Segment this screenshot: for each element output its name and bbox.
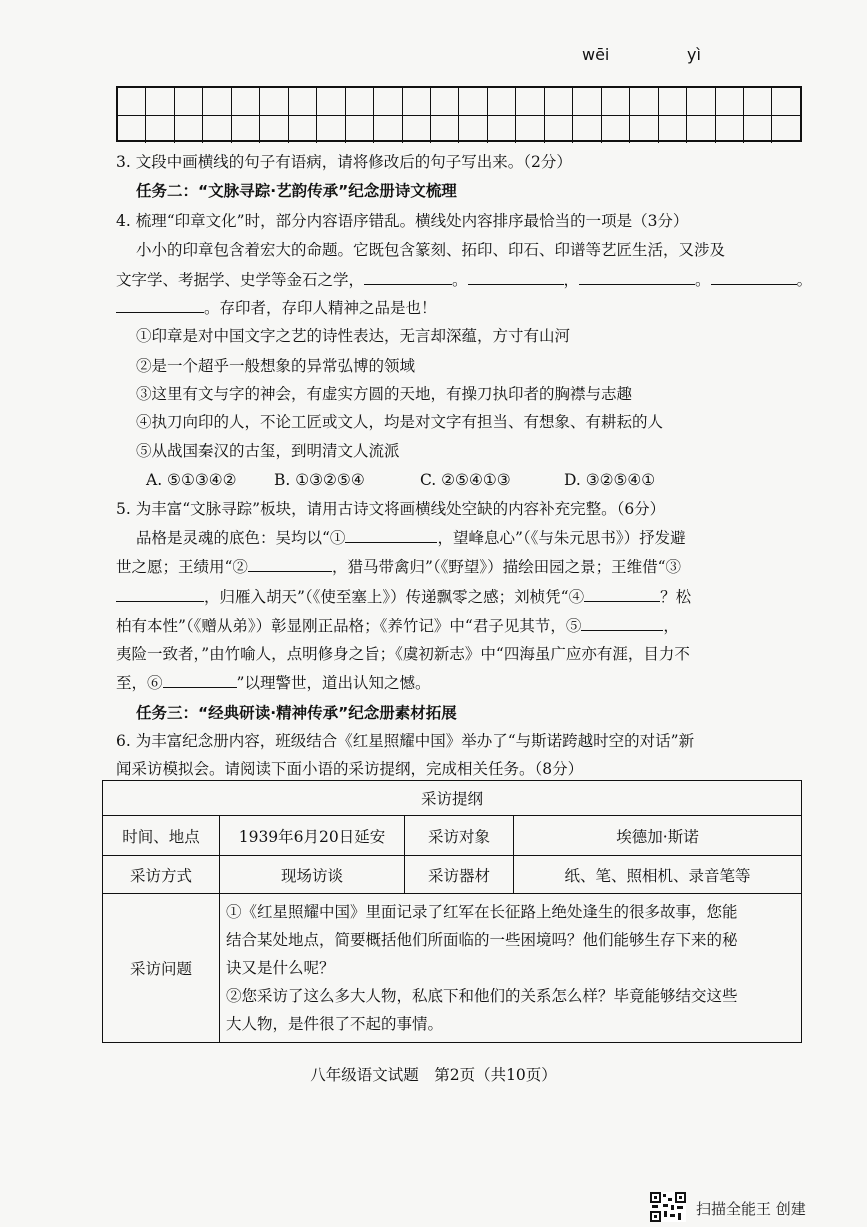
interview-question-2a: ②您采访了这么多大人物，私底下和他们的关系怎么样？毕竟能够结交这些 <box>226 987 738 1005</box>
grid-cell[interactable] <box>488 88 516 115</box>
question-5-line-1 <box>136 528 686 548</box>
question-5-line-4 <box>116 616 679 636</box>
grid-cell[interactable] <box>403 116 431 143</box>
grid-cell[interactable] <box>374 116 402 143</box>
grid-cell[interactable] <box>516 88 544 115</box>
task-3-heading: 任务三：“经典研读·精神传承”纪念册素材拓展 <box>136 704 457 722</box>
grid-cell[interactable] <box>260 88 288 115</box>
grid-cell[interactable] <box>573 88 601 115</box>
grid-cell[interactable] <box>346 88 374 115</box>
passage-text: ，猎马带禽归”（《野望》）描绘田园之景；王维借“③ <box>331 558 682 576</box>
question-5-line-3 <box>116 587 691 607</box>
grid-cell[interactable] <box>744 116 772 143</box>
choice-d[interactable]: D. ③②⑤④① <box>564 471 656 489</box>
answer-grid[interactable] <box>116 86 802 142</box>
time-value: 1939年6月20日延安 <box>220 816 405 856</box>
interview-outline-table <box>102 780 802 1043</box>
grid-cell[interactable] <box>573 116 601 143</box>
grid-cell[interactable] <box>516 116 544 143</box>
interview-question-1a: ①《红星照耀中国》里面记录了红军在长征路上绝处逢生的很多故事，您能 <box>226 903 738 921</box>
question-6-line-2: 闻采访模拟会。请阅读下面小语的采访提纲，完成相关任务。（8分） <box>116 760 584 778</box>
answer-blank-3[interactable] <box>116 587 204 602</box>
question-5-stem: 5. 为丰富“文脉寻踪”板块，请用古诗文将画横线处空缺的内容补充完整。（6分） <box>116 500 666 518</box>
grid-cell[interactable] <box>431 88 459 115</box>
question-label: 采访问题 <box>103 894 220 1043</box>
grid-cell[interactable] <box>716 116 744 143</box>
passage-text: 品格是灵魂的底色：吴均以“① <box>136 529 346 547</box>
question-4-passage-3 <box>116 298 437 318</box>
answer-blank[interactable] <box>579 270 695 285</box>
grid-cell[interactable] <box>260 116 288 143</box>
interview-questions <box>220 894 802 1043</box>
passage-text: 。存印者，存印人精神之品是也！ <box>204 299 437 317</box>
question-5-line-6 <box>116 673 430 693</box>
method-value: 现场访谈 <box>220 856 405 894</box>
answer-blank-2[interactable] <box>248 557 332 572</box>
target-value: 埃德加·斯诺 <box>514 816 802 856</box>
interview-question-1b: 结合某处地点，简要概括他们所面临的一些困境吗？他们能够生存下来的秘 <box>226 931 738 949</box>
punct: 。 <box>796 271 813 289</box>
grid-cell[interactable] <box>630 116 658 143</box>
punct: 。 <box>452 271 468 289</box>
answer-blank[interactable] <box>468 270 564 285</box>
passage-text: 世之愿；王绩用“② <box>116 558 248 576</box>
question-4-passage-2 <box>116 270 812 290</box>
grid-cell[interactable] <box>545 116 573 143</box>
grid-cell[interactable] <box>289 116 317 143</box>
grid-cell[interactable] <box>772 116 799 143</box>
interview-question-2b: 大人物，是件很了不起的事情。 <box>226 1015 444 1033</box>
answer-blank[interactable] <box>116 298 204 313</box>
question-3: 3. 文段中画横线的句子有语病，请将修改后的句子写出来。（2分） <box>116 153 572 171</box>
grid-cell[interactable] <box>459 88 487 115</box>
method-label: 采访方式 <box>103 856 220 894</box>
equip-label: 采访器材 <box>405 856 514 894</box>
option-item-2: ②是一个超乎一般想象的异常弘博的领域 <box>136 357 416 375</box>
question-5-line-2 <box>116 557 681 577</box>
passage-text: 柏有本性”（《赠从弟》）彰显刚正品格；《养竹记》中“君子见其节，⑤ <box>116 617 582 635</box>
grid-cell[interactable] <box>716 88 744 115</box>
grid-cell[interactable] <box>118 88 146 115</box>
passage-text: ？松 <box>660 588 692 606</box>
grid-cell[interactable] <box>289 88 317 115</box>
option-item-5: ⑤从战国秦汉的古玺，到明清文人流派 <box>136 442 400 460</box>
grid-cell[interactable] <box>118 116 146 143</box>
grid-cell[interactable] <box>659 116 687 143</box>
answer-blank[interactable] <box>711 270 797 285</box>
grid-cell[interactable] <box>545 88 573 115</box>
grid-cell[interactable] <box>232 88 260 115</box>
option-item-1: ①印章是对中国文字之艺的诗性表达，无言却深蕴，方寸有山河 <box>136 327 571 345</box>
grid-cell[interactable] <box>602 116 630 143</box>
punct: ， <box>563 271 580 289</box>
equip-value: 纸、笔、照相机、录音笔等 <box>514 856 802 894</box>
answer-blank-4[interactable] <box>584 587 660 602</box>
answer-blank-1[interactable] <box>345 528 437 543</box>
option-item-3: ③这里有文与字的神会，有虚实方圆的天地，有操刀执印者的胸襟与志趣 <box>136 385 633 403</box>
grid-cell[interactable] <box>232 116 260 143</box>
option-item-4: ④执刀向印的人，不论工匠或文人，均是对文字有担当、有想象、有耕耘的人 <box>136 413 664 431</box>
answer-blank-6[interactable] <box>163 673 237 688</box>
answer-blank[interactable] <box>364 270 452 285</box>
grid-cell[interactable] <box>659 88 687 115</box>
passage-text: ”以理警世，道出认知之憾。 <box>236 674 431 692</box>
interview-question-1c: 诀又是什么呢？ <box>226 959 335 977</box>
grid-cell[interactable] <box>146 116 174 143</box>
scanner-watermark: 扫描全能王 创建 <box>696 1200 806 1218</box>
target-label: 采访对象 <box>405 816 514 856</box>
grid-cell[interactable] <box>374 88 402 115</box>
grid-cell[interactable] <box>317 116 345 143</box>
grid-cell[interactable] <box>772 88 799 115</box>
passage-text: 文字学、考据学、史学等金石之学， <box>116 271 365 289</box>
page-footer: 八年级语文试题 第2页（共10页） <box>310 1066 557 1084</box>
pinyin-wei: wēi <box>582 45 610 64</box>
grid-cell[interactable] <box>146 88 174 115</box>
punct: 。 <box>695 271 711 289</box>
choice-b[interactable]: B. ①③②⑤④ <box>274 471 365 489</box>
grid-cell[interactable] <box>317 88 345 115</box>
question-6-line-1: 6. 为丰富纪念册内容，班级结合《红星照耀中国》举办了“与斯诺跨越时空的对话”新 <box>116 732 695 750</box>
question-4-passage-1: 小小的印章包含着宏大的命题。它既包含篆刻、拓印、印石、印谱等艺匠生活，又涉及 <box>136 241 726 259</box>
answer-blank-5[interactable] <box>581 616 663 631</box>
grid-cell[interactable] <box>203 88 231 115</box>
question-5-line-5: 夷险一致者，”由竹喻人，点明修身之旨；《虞初新志》中“四海虽广应亦有涯，目力不 <box>116 645 690 663</box>
grid-cell[interactable] <box>431 116 459 143</box>
grid-cell[interactable] <box>403 88 431 115</box>
question-4-stem: 4. 梳理“印章文化”时，部分内容语序错乱。横线处内容排序最恰当的一项是（3分） <box>116 212 689 230</box>
grid-cell[interactable] <box>602 88 630 115</box>
table-caption: 采访提纲 <box>103 781 802 816</box>
grid-cell[interactable] <box>175 116 203 143</box>
grid-cell[interactable] <box>687 116 715 143</box>
passage-text: 至，⑥ <box>116 674 163 692</box>
qr-code-icon <box>650 1192 686 1222</box>
grid-cell[interactable] <box>459 116 487 143</box>
choice-c[interactable]: C. ②⑤④①③ <box>420 471 511 489</box>
passage-text: ，望峰息心”（《与朱元思书》）抒发避 <box>437 529 686 547</box>
passage-text: ， <box>663 617 679 635</box>
grid-cell[interactable] <box>630 88 658 115</box>
time-label: 时间、地点 <box>103 816 220 856</box>
task-2-heading: 任务二：“文脉寻踪·艺韵传承”纪念册诗文梳理 <box>136 182 457 200</box>
grid-cell[interactable] <box>488 116 516 143</box>
pinyin-yi: yì <box>687 45 701 64</box>
grid-cell[interactable] <box>346 116 374 143</box>
grid-cell[interactable] <box>687 88 715 115</box>
grid-cell[interactable] <box>203 116 231 143</box>
passage-text: ，归雁入胡天”（《使至塞上》）传递飘零之感；刘桢凭“④ <box>204 588 585 606</box>
grid-cell[interactable] <box>744 88 772 115</box>
choice-a[interactable]: A. ⑤①③④② <box>146 471 237 489</box>
grid-cell[interactable] <box>175 88 203 115</box>
